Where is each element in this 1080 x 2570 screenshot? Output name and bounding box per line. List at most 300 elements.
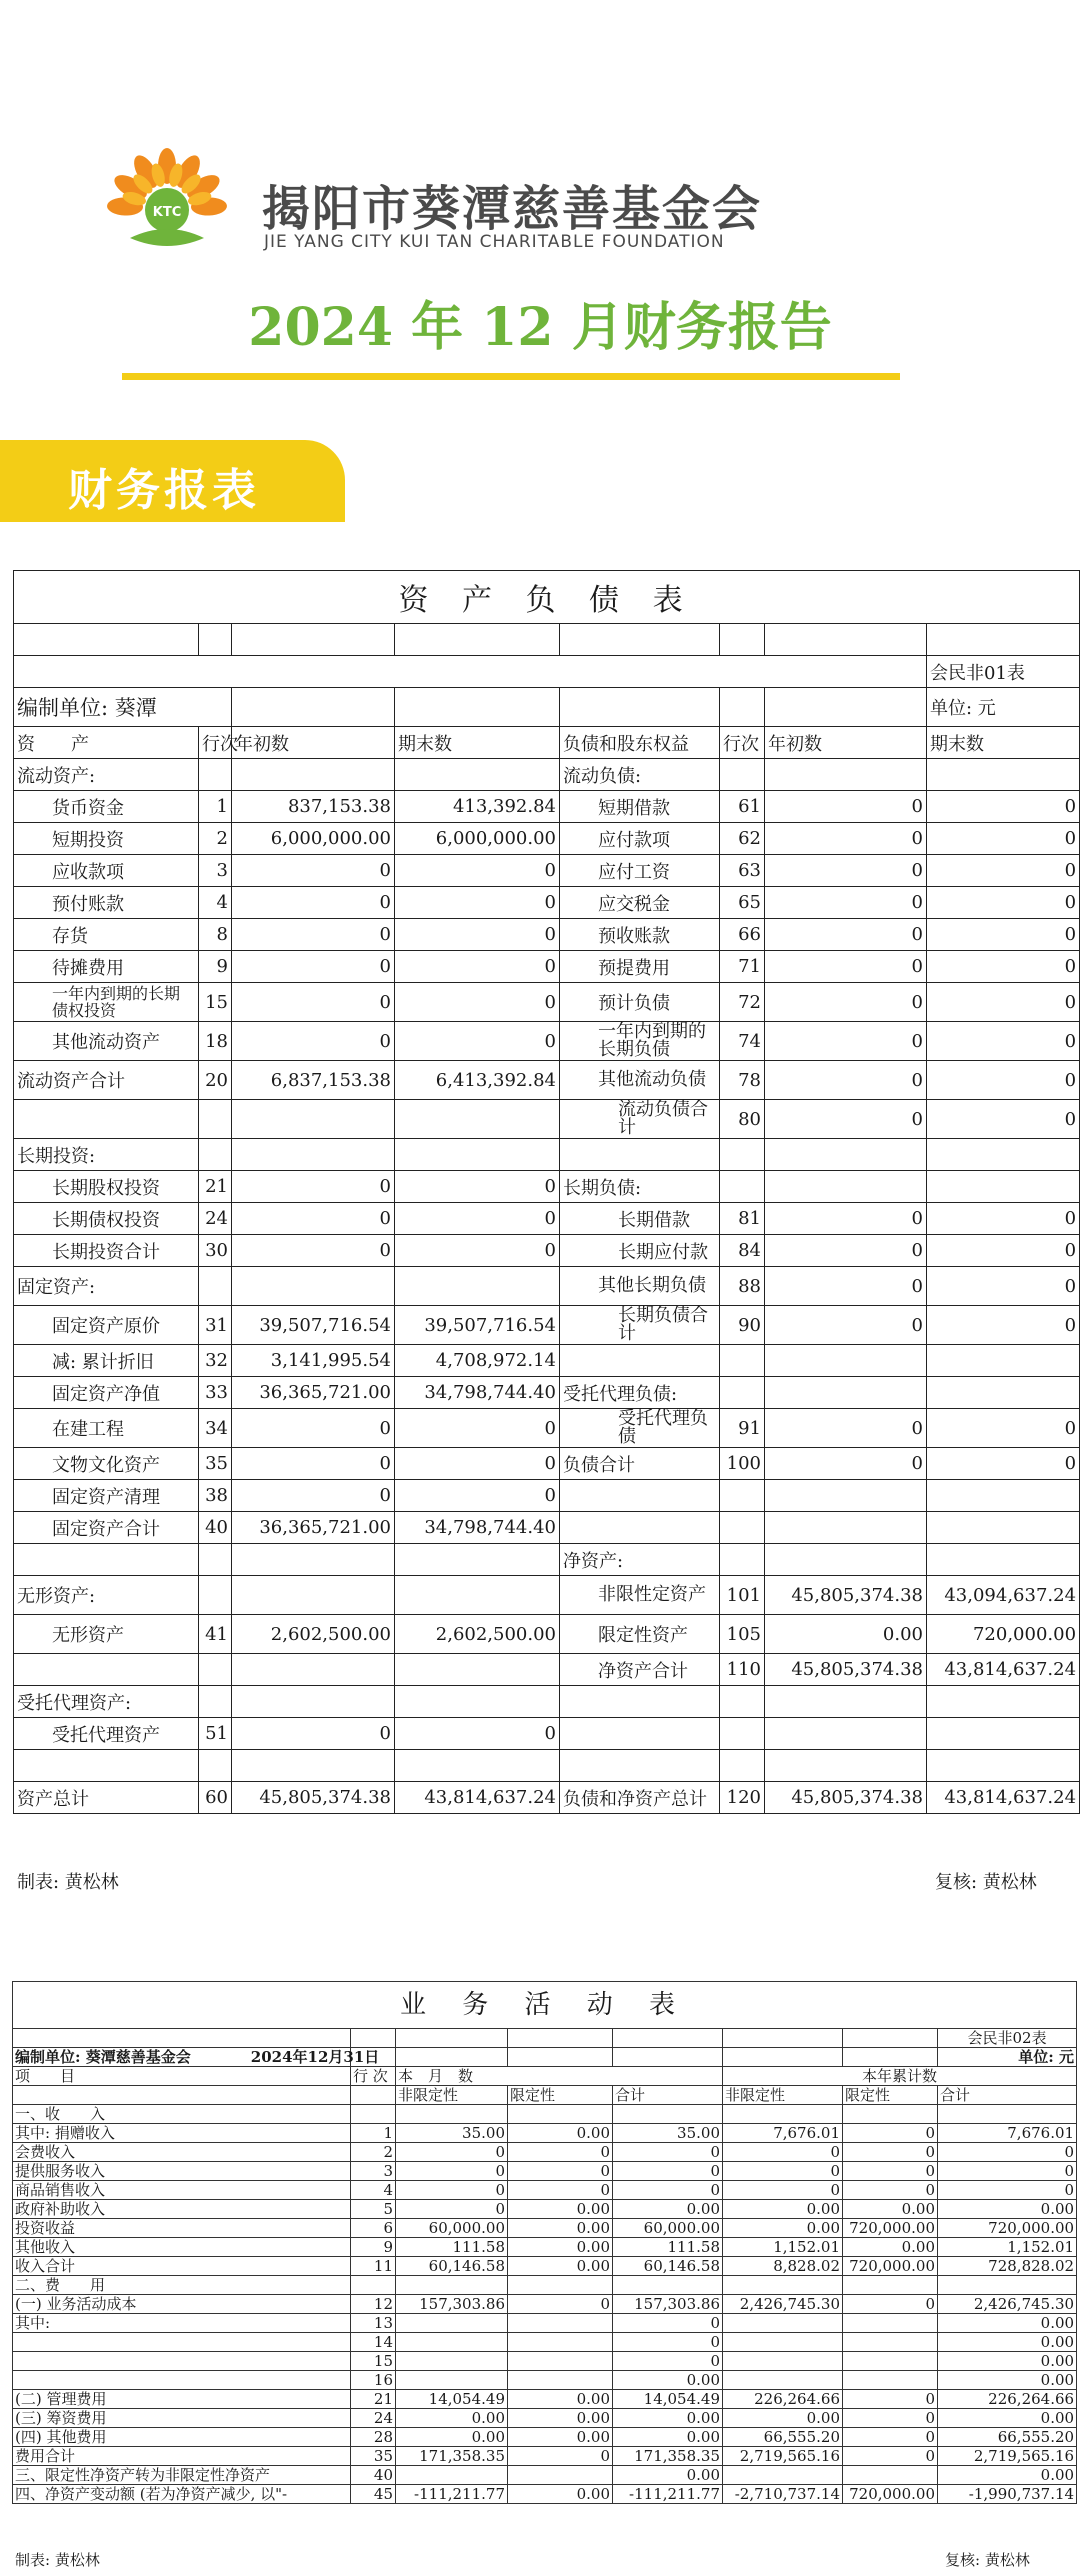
table-cell [395,1750,560,1782]
table-cell: 固定资产合计 [14,1512,199,1544]
section-tag [0,440,345,522]
table-cell: 0 [927,855,1080,887]
table-cell: 72 [720,983,765,1022]
table-cell [13,2371,351,2390]
table-row [13,2409,1077,2428]
activity-header-month: 本 月 数 [396,2067,723,2086]
table-cell [765,1718,927,1750]
table-row [13,2181,1077,2200]
organization-name-english: JIE YANG CITY KUI TAN CHARITABLE FOUNDATION [264,232,725,252]
table-cell: 0 [843,2124,938,2143]
table-cell: 0.00 [613,2466,723,2485]
table-cell: 费用合计 [13,2447,351,2466]
table-cell: 0.00 [508,2257,613,2276]
table-cell [199,1750,232,1782]
activity-statement-title: 业 务 活 动 表 [13,1982,1077,2029]
table-cell: 限定性资产 [560,1615,720,1654]
table-row [14,1022,1080,1061]
table-cell: 长期债权投资 [14,1203,199,1235]
table-cell: 文物文化资产 [14,1448,199,1480]
subheader-cell: 合计 [938,2086,1077,2105]
table-cell: 8 [199,919,232,951]
table-cell [232,1654,395,1686]
table-cell: 0 [508,2295,613,2314]
table-cell: 2,426,745.30 [938,2295,1077,2314]
table-cell [14,1654,199,1686]
table-row [13,2314,1077,2333]
table-cell [232,1100,395,1139]
table-cell: 0.00 [508,2485,613,2504]
table-cell: 0 [395,1171,560,1203]
table-cell: 88 [720,1267,765,1306]
table-cell: 2 [351,2143,396,2162]
table-cell: 0 [843,2295,938,2314]
table-row [13,2219,1077,2238]
table-cell: 0.00 [508,2390,613,2409]
table-cell: 0 [765,1409,927,1448]
table-cell [232,1139,395,1171]
table-cell: 0 [843,2409,938,2428]
table-cell: 0 [927,919,1080,951]
table-cell: 0.00 [613,2200,723,2219]
table-cell [199,1654,232,1686]
table-cell: 0 [765,919,927,951]
table-cell [843,2352,938,2371]
table-cell [720,1171,765,1203]
table-cell: 62 [720,823,765,855]
table-cell [395,759,560,791]
table-cell: 流动负债: [560,759,720,791]
table-cell: 提供服务收入 [13,2162,351,2181]
table-cell: 74 [720,1022,765,1061]
table-row [13,2276,1077,2295]
table-cell [560,1718,720,1750]
table-cell [765,759,927,791]
table-cell: 长期借款 [560,1203,720,1235]
table-cell [720,1377,765,1409]
table-cell: 6,000,000.00 [395,823,560,855]
table-cell [395,1139,560,1171]
table-cell: (一) 业务活动成本 [13,2295,351,2314]
table-cell: 0.00 [723,2409,843,2428]
table-cell: 0 [843,2143,938,2162]
subheader-cell: 限定性 [843,2086,938,2105]
table-row [14,791,1080,823]
table-row [14,1267,1080,1306]
table-cell: 1,152.01 [723,2238,843,2257]
table-cell [927,1544,1080,1576]
table-cell [927,1512,1080,1544]
table-cell: 226,264.66 [723,2390,843,2409]
table-cell: 18 [199,1022,232,1061]
table-cell: 51 [199,1718,232,1750]
table-cell [765,1377,927,1409]
table-cell: 0 [396,2200,508,2219]
table-cell [351,2105,396,2124]
table-cell: 流动资产: [14,759,199,791]
table-cell: 2,602,500.00 [395,1615,560,1654]
table-cell: 21 [199,1171,232,1203]
table-cell: 0 [927,1061,1080,1100]
table-cell: 一、收 入 [13,2105,351,2124]
table-cell: 6,413,392.84 [395,1061,560,1100]
table-row [13,2371,1077,2390]
table-cell: 投资收益 [13,2219,351,2238]
table-cell [720,1750,765,1782]
table-cell: 其他流动负债 [560,1061,720,1100]
table-cell: 0.00 [938,2333,1077,2352]
table-cell: 三、限定性净资产转为非限定性净资产 [13,2466,351,2485]
table-cell [927,759,1080,791]
table-cell: 33 [199,1377,232,1409]
table-cell: 0 [765,1448,927,1480]
subheader-cell: 非限定性 [723,2086,843,2105]
table-row [13,2390,1077,2409]
table-cell: 0 [395,1409,560,1448]
table-cell: 短期投资 [14,823,199,855]
table-cell: 35.00 [613,2124,723,2143]
table-cell: 0 [765,887,927,919]
table-cell [560,1512,720,1544]
table-cell: 36,365,721.00 [232,1512,395,1544]
table-cell: 长期负债: [560,1171,720,1203]
table-cell [199,1139,232,1171]
table-cell: 0 [723,2162,843,2181]
table-cell: 商品销售收入 [13,2181,351,2200]
table-row [13,2428,1077,2447]
table-cell: 0 [508,2181,613,2200]
table-cell [843,2105,938,2124]
table-cell: 28 [351,2428,396,2447]
table-row [14,1061,1080,1100]
table-cell: 0 [232,887,395,919]
table-row [13,2200,1077,2219]
table-cell: 91 [720,1409,765,1448]
table-cell: 39,507,716.54 [232,1306,395,1345]
table-cell: 0.00 [938,2409,1077,2428]
table-cell: 13 [351,2314,396,2333]
table-cell: 0 [395,1235,560,1267]
table-cell: 0 [613,2181,723,2200]
table-cell: 105 [720,1615,765,1654]
table-cell: 0 [395,951,560,983]
table-cell: 0 [765,791,927,823]
table-cell [938,2276,1077,2295]
table-cell: 14,054.49 [613,2390,723,2409]
section-tag-label: 财务报表 [68,465,260,516]
table-cell: 长期投资合计 [14,1235,199,1267]
table-cell [927,1171,1080,1203]
table-cell: 30 [199,1235,232,1267]
table-row [14,1306,1080,1345]
table-cell: 0 [232,855,395,887]
table-cell: 40 [199,1512,232,1544]
table-cell: 0 [396,2143,508,2162]
logo-text: KTC [152,205,182,220]
table-cell: 71 [720,951,765,983]
table-cell: 0.00 [613,2428,723,2447]
table-cell: 长期应付款 [560,1235,720,1267]
table-cell [232,1750,395,1782]
report-header [0,0,1080,516]
table-cell [720,1544,765,1576]
table-cell: 0.00 [613,2371,723,2390]
table-cell: 65 [720,887,765,919]
table-cell [396,2352,508,2371]
balance-sheet-table [13,570,1080,1814]
table-cell: 35 [351,2447,396,2466]
table-cell: 720,000.00 [843,2485,938,2504]
table-cell [843,2371,938,2390]
table-cell [13,2352,351,2371]
table-cell [720,1512,765,1544]
table-cell: 24 [351,2409,396,2428]
table-cell: 政府补助收入 [13,2200,351,2219]
table-cell [720,1718,765,1750]
table-row [14,1345,1080,1377]
table-cell [843,2276,938,2295]
table-cell: 四、净资产变动额 (若为净资产减少, 以"- [13,2485,351,2504]
subheader-cell: 非限定性 [396,2086,508,2105]
table-row [14,1409,1080,1448]
table-cell: 货币资金 [14,791,199,823]
table-cell [396,2371,508,2390]
header-cell: 年初数 [765,727,927,759]
table-cell: 5 [351,2200,396,2219]
table-cell [720,1345,765,1377]
table-cell: 0.00 [508,2409,613,2428]
table-cell: 81 [720,1203,765,1235]
table-row [13,2257,1077,2276]
table-cell: 0 [613,2162,723,2181]
table-cell: 720,000.00 [927,1615,1080,1654]
header-cell: 行次 [720,727,765,759]
table-cell: 4 [199,887,232,919]
subheader-cell: 限定性 [508,2086,613,2105]
table-row [14,823,1080,855]
table-cell: 0.00 [938,2314,1077,2333]
table-cell: 720,000.00 [938,2219,1077,2238]
table-cell: 0 [765,1235,927,1267]
organization-name: 揭阳市葵潭慈善基金会 [262,181,763,237]
table-cell [927,1480,1080,1512]
table-cell: 0 [232,919,395,951]
table-cell: 4 [351,2181,396,2200]
table-cell: 0.00 [723,2219,843,2238]
table-cell: 34 [199,1409,232,1448]
table-cell [508,2333,613,2352]
table-cell [723,2333,843,2352]
table-cell: 无形资产: [14,1576,199,1615]
balance-header-row [14,727,1080,759]
table-cell: 20 [199,1061,232,1100]
table-cell: 720,000.00 [843,2257,938,2276]
table-cell: 226,264.66 [938,2390,1077,2409]
table-cell: 净资产: [560,1544,720,1576]
table-cell: 0 [508,2143,613,2162]
table-cell: 0 [927,823,1080,855]
table-cell: 0 [927,1203,1080,1235]
table-cell [723,2276,843,2295]
table-cell: 8,828.02 [723,2257,843,2276]
table-cell: 0 [765,1203,927,1235]
table-cell: 66,555.20 [938,2428,1077,2447]
header-cell: 期末数 [395,727,560,759]
table-row [14,983,1080,1022]
table-row [14,1377,1080,1409]
table-cell: 11 [351,2257,396,2276]
table-cell: 会费收入 [13,2143,351,2162]
table-cell [199,1576,232,1615]
table-cell [396,2314,508,2333]
table-cell: 0 [765,1100,927,1139]
table-cell: 一年内到期的长期负债 [560,1022,720,1061]
activity-header-line: 行 次 [351,2067,396,2086]
table-cell: (二) 管理费用 [13,2390,351,2409]
table-cell: 0.00 [508,2219,613,2238]
table-cell: 0 [927,983,1080,1022]
table-row [13,2352,1077,2371]
table-cell: 0 [395,919,560,951]
table-cell: 受托代理资产: [14,1686,199,1718]
table-cell [723,2352,843,2371]
table-cell: 预收账款 [560,919,720,951]
table-cell: 固定资产清理 [14,1480,199,1512]
subheader-cell: 合计 [613,2086,723,2105]
table-cell: 0 [938,2181,1077,2200]
table-row [14,1139,1080,1171]
table-cell: 2,719,565.16 [723,2447,843,2466]
table-row [13,2105,1077,2124]
table-cell: 1 [351,2124,396,2143]
table-cell [14,1750,199,1782]
activity-unit-name: 编制单位: 葵潭慈善基金会 [15,2048,191,2066]
table-cell: 0 [927,1235,1080,1267]
table-cell: 32 [199,1345,232,1377]
table-cell: 45,805,374.38 [765,1576,927,1615]
table-cell: (四) 其他费用 [13,2428,351,2447]
header-cell: 年初数 [232,727,395,759]
table-cell: 80 [720,1100,765,1139]
table-cell [723,2466,843,2485]
table-cell: 0 [395,1022,560,1061]
table-cell [843,2333,938,2352]
table-cell [232,1267,395,1306]
table-cell [14,1544,199,1576]
activity-footer-right: 复核: 黄松林 [945,2551,1030,2569]
table-cell [508,2466,613,2485]
table-cell: -111,211.77 [613,2485,723,2504]
table-cell: 0 [395,1448,560,1480]
table-cell: 受托代理负债 [560,1409,720,1448]
table-cell [927,1718,1080,1750]
table-cell: 0 [927,1022,1080,1061]
table-row [13,2485,1077,2504]
table-row [14,1576,1080,1615]
table-cell [613,2105,723,2124]
table-cell: 3 [351,2162,396,2181]
header-cell: 负债和股东权益 [560,727,720,759]
table-cell: 长期投资: [14,1139,199,1171]
table-cell: 0 [232,1448,395,1480]
table-cell: 非限性定资产 [560,1576,720,1615]
table-cell: 35 [199,1448,232,1480]
table-row [14,1100,1080,1139]
table-cell: 24 [199,1203,232,1235]
table-cell: 负债和净资产总计 [560,1782,720,1814]
table-cell: 0 [938,2162,1077,2181]
table-cell: 66,555.20 [723,2428,843,2447]
activity-footer-left: 制表: 黄松林 [15,2551,100,2569]
table-cell [395,1576,560,1615]
table-cell: 84 [720,1235,765,1267]
table-row [14,1750,1080,1782]
header-cell: 期末数 [927,727,1080,759]
table-cell: 0 [232,1022,395,1061]
table-row [14,919,1080,951]
table-cell: 其他长期负债 [560,1267,720,1306]
table-cell: 45,805,374.38 [765,1654,927,1686]
table-row [14,1203,1080,1235]
header-cell: 行次 [199,727,232,759]
table-cell: 0 [613,2333,723,2352]
table-cell: 其他收入 [13,2238,351,2257]
table-cell: 0 [395,983,560,1022]
table-cell: 0 [508,2447,613,2466]
table-row [14,759,1080,791]
table-cell: 0 [843,2447,938,2466]
table-cell: 0 [613,2352,723,2371]
balance-footer-right: 复核: 黄松林 [935,1872,1037,1893]
table-cell: 0.00 [843,2200,938,2219]
table-cell: 0 [613,2143,723,2162]
table-cell: 6,837,153.38 [232,1061,395,1100]
table-cell: 在建工程 [14,1409,199,1448]
table-cell: 净资产合计 [560,1654,720,1686]
table-cell: 45,805,374.38 [232,1782,395,1814]
table-cell: 流动资产合计 [14,1061,199,1100]
table-cell: 171,358.35 [396,2447,508,2466]
table-cell: 0 [927,1267,1080,1306]
table-cell [560,1480,720,1512]
table-cell [927,1377,1080,1409]
table-row [13,2333,1077,2352]
table-cell: 2,602,500.00 [232,1615,395,1654]
balance-sheet-title: 资 产 负 债 表 [14,571,1080,624]
table-cell: 101 [720,1576,765,1615]
table-cell: 应交税金 [560,887,720,919]
table-cell: 待摊费用 [14,951,199,983]
table-cell [395,1654,560,1686]
table-cell [199,1267,232,1306]
table-cell: 0.00 [938,2200,1077,2219]
table-cell: 7,676.01 [938,2124,1077,2143]
table-cell [508,2352,613,2371]
table-cell [199,1100,232,1139]
table-cell: 应付款项 [560,823,720,855]
table-row [14,1782,1080,1814]
table-cell: 12 [351,2295,396,2314]
table-cell: 31 [199,1306,232,1345]
table-cell [560,1750,720,1782]
table-cell [723,2314,843,2333]
table-cell: 0 [765,1267,927,1306]
table-cell: 0 [765,855,927,887]
table-cell [613,2276,723,2295]
table-cell: 0 [395,1480,560,1512]
table-cell: 0 [765,1306,927,1345]
table-cell [765,1512,927,1544]
